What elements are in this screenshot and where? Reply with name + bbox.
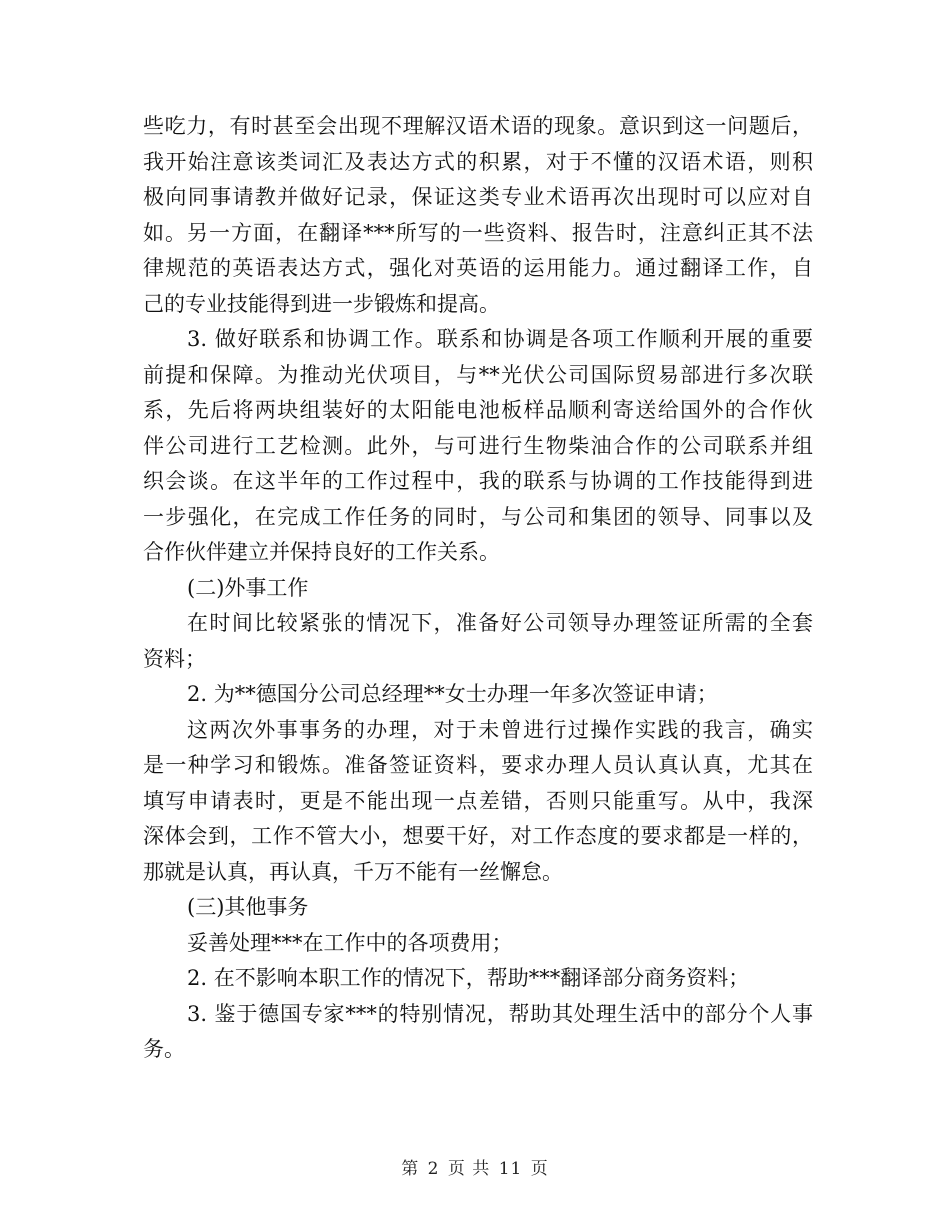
text-line: 填写申请表时，更是不能出现一点差错，否则只能重写。从中，我深 (143, 788, 813, 813)
footer-prefix: 第 (401, 1159, 420, 1179)
text-line: 3. 鉴于德国专家***的特别情况，帮助其处理生活中的部分个人事 (187, 1001, 813, 1026)
text-line: 那就是认真，再认真，千万不能有一丝懈怠。 (143, 859, 563, 884)
text-line: 前提和保障。为推动光伏项目，与**光伏公司国际贸易部进行多次联 (143, 362, 813, 387)
text-line: (三)其他事务 (187, 895, 309, 919)
footer-middle: 页 共 (447, 1159, 491, 1179)
text-line: 妥善处理***在工作中的各项费用； (187, 930, 513, 955)
footer-suffix: 页 (530, 1159, 549, 1179)
text-line: 己的专业技能得到进一步锻炼和提高。 (143, 291, 500, 316)
text-line: 织会谈。在这半年的工作过程中，我的联系与协调的工作技能得到进 (143, 469, 813, 493)
text-line: 极向同事请教并做好记录，保证这类专业术语再次出现时可以应对自 (143, 185, 813, 209)
text-line: 我开始注意该类词汇及表达方式的积累，对于不懂的汉语术语，则积 (143, 149, 813, 174)
text-line: 律规范的英语表达方式，强化对英语的运用能力。通过翻译工作，自 (143, 256, 813, 280)
text-line: 如。另一方面，在翻译***所写的一些资料、报告时，注意纠正其不法 (143, 220, 813, 245)
text-line: 务。 (143, 1037, 185, 1061)
text-line: 2. 在不影响本职工作的情况下，帮助***翻译部分商务资料； (187, 966, 750, 990)
footer-total-pages: 11 (498, 1159, 523, 1179)
footer-page-number: 2 (427, 1159, 440, 1179)
text-line: 深体会到，工作不管大小，想要干好，对工作态度的要求都是一样的， (143, 824, 813, 848)
text-line: 一步强化，在完成工作任务的同时，与公司和集团的领导、同事以及 (143, 504, 813, 529)
text-line: (二)外事工作 (187, 575, 309, 600)
document-body (143, 109, 813, 1068)
text-line: 2. 为**德国分公司总经理**女士办理一年多次签证申请； (187, 682, 718, 706)
text-line: 3. 做好联系和协调工作。联系和协调是各项工作顺利开展的重要 (187, 327, 813, 351)
text-line: 资料； (143, 646, 206, 671)
text-line: 在时间比较紧张的情况下，准备好公司领导办理签证所需的全套 (187, 611, 813, 635)
text-line: 这两次外事事务的办理，对于未曾进行过操作实践的我言，确实 (187, 717, 813, 742)
text-line: 些吃力，有时甚至会出现不理解汉语术语的现象。意识到这一问题后， (143, 114, 813, 138)
text-line: 伴公司进行工艺检测。此外，与可进行生物柴油合作的公司联系并组 (143, 433, 813, 458)
text-line: 系，先后将两块组装好的太阳能电池板样品顺利寄送给国外的合作伙 (143, 398, 813, 422)
text-line: 合作伙伴建立并保持良好的工作关系。 (143, 540, 500, 564)
page-footer (0, 1154, 950, 1179)
text-line: 是一种学习和锻炼。准备签证资料，要求办理人员认真认真，尤其在 (143, 753, 813, 777)
